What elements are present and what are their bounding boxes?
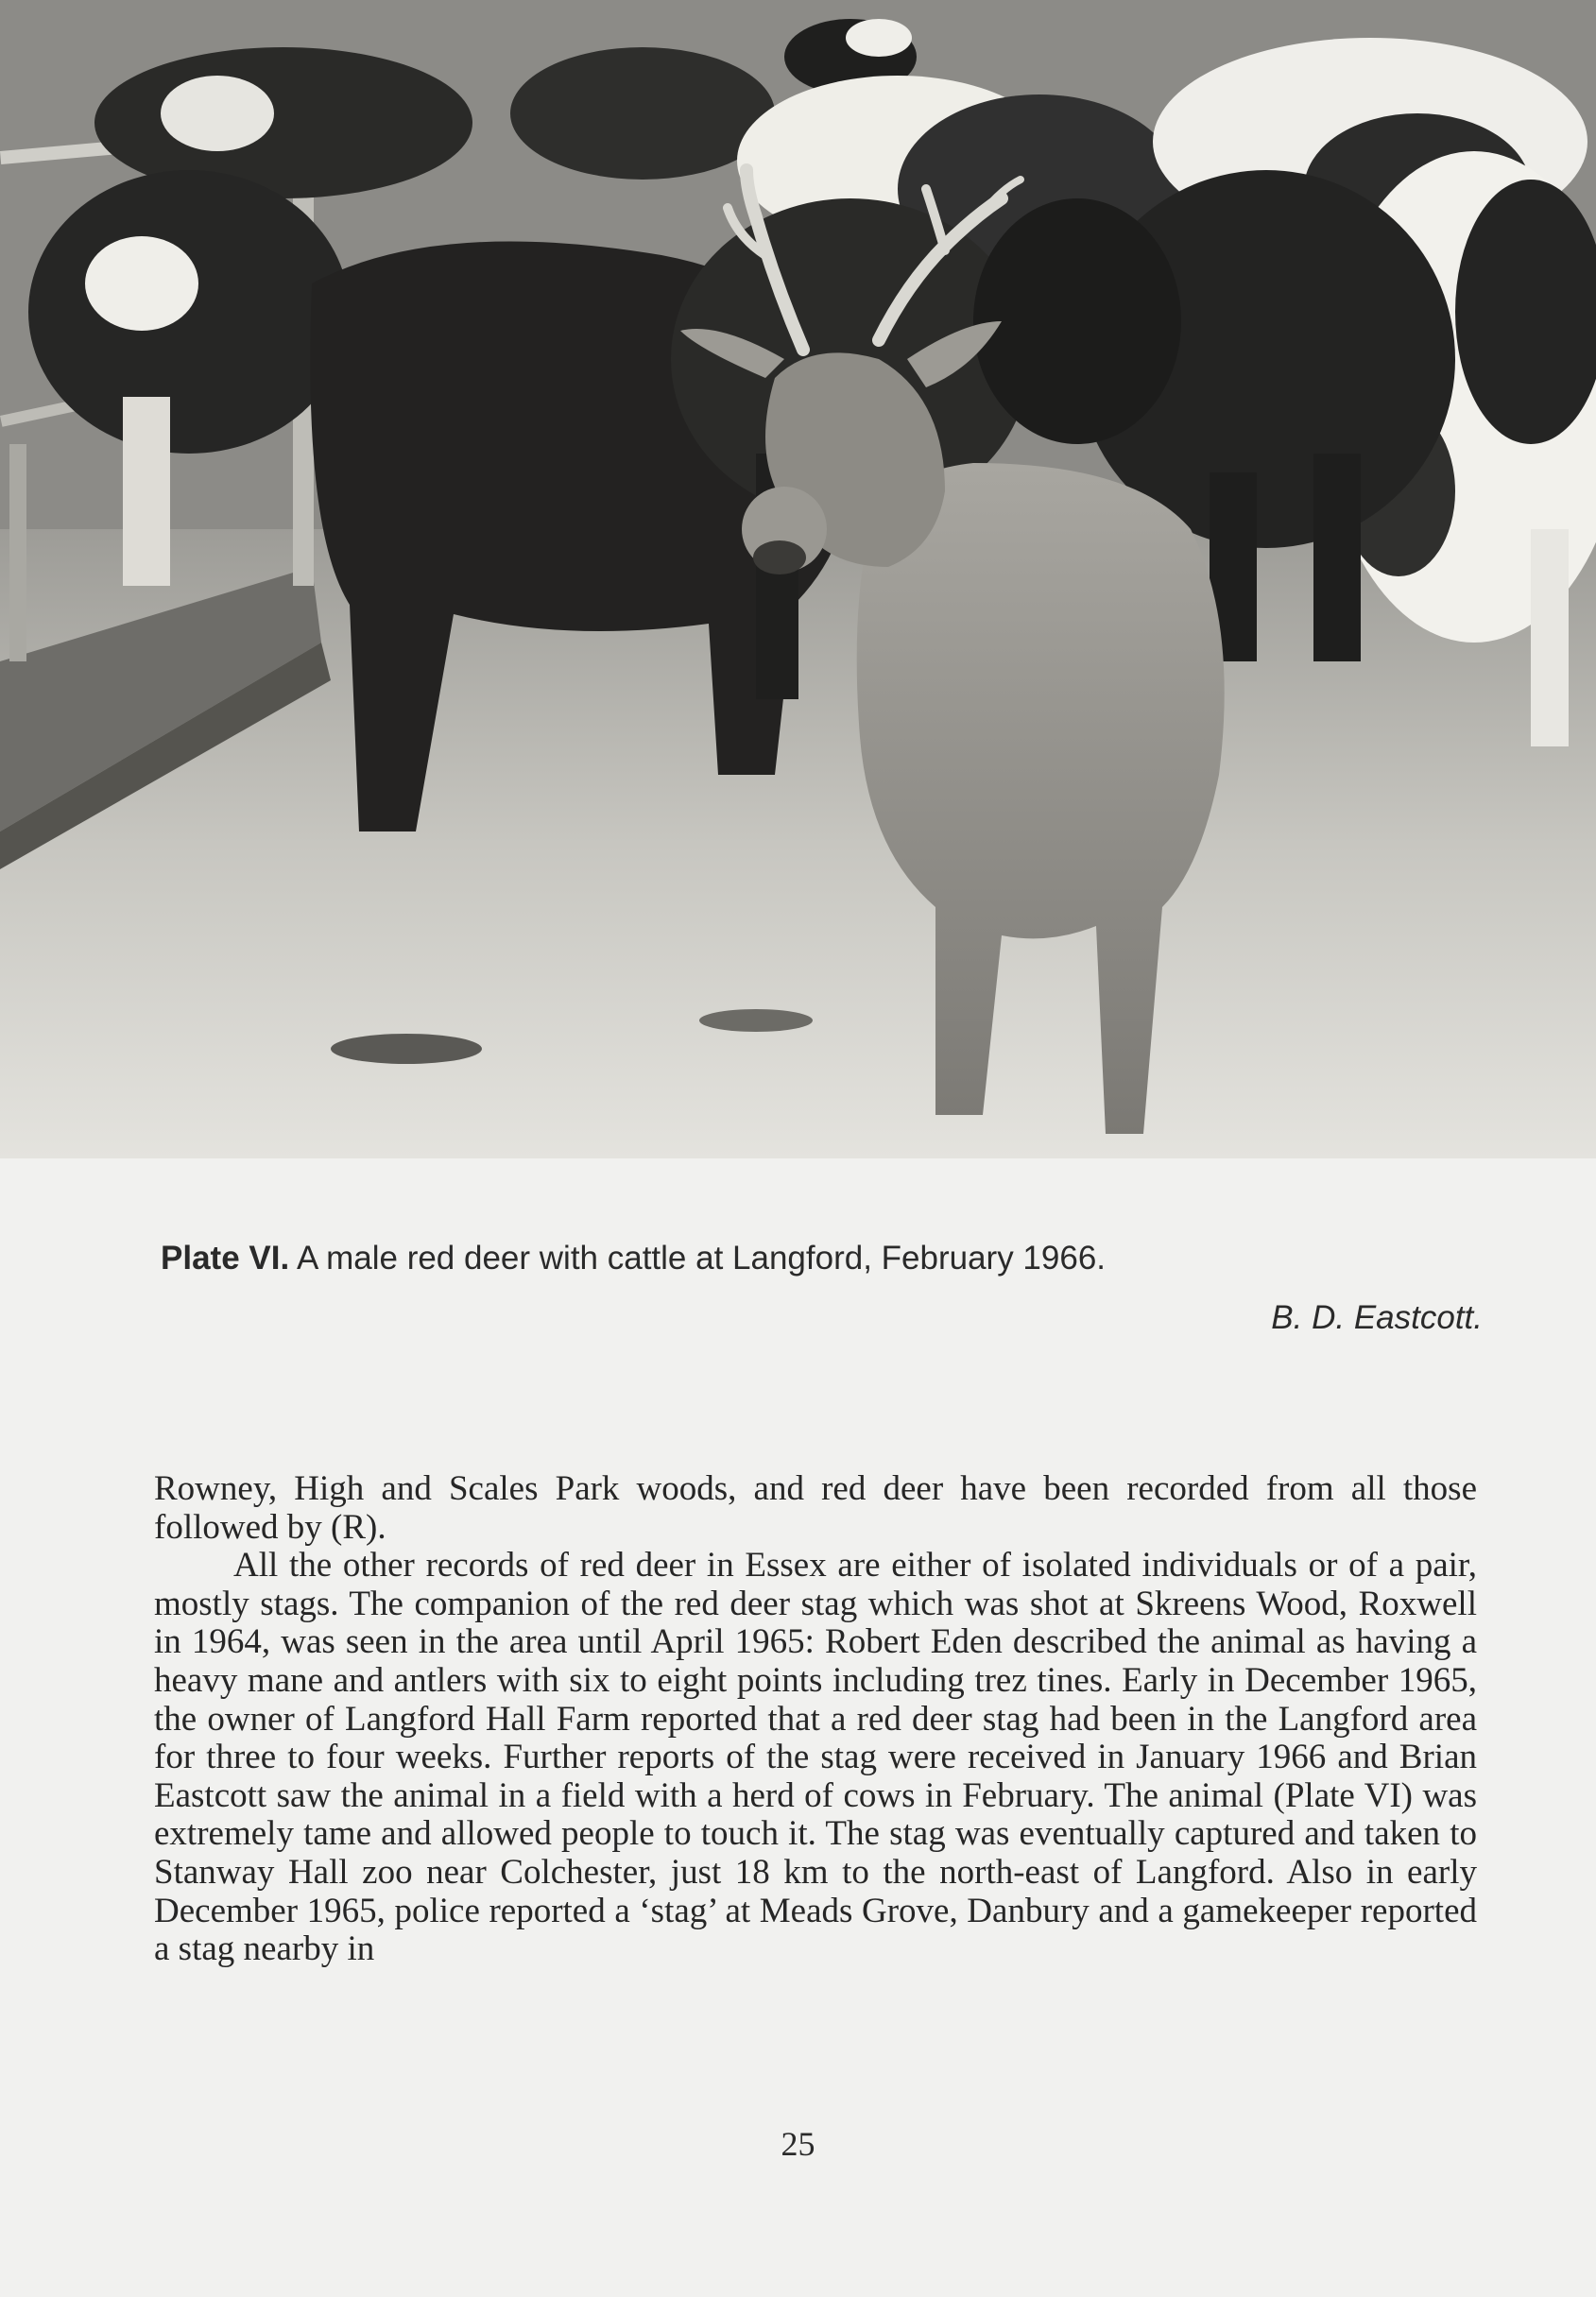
plate-caption-text: A male red deer with cattle at Langford, February 1966.	[289, 1240, 1107, 1277]
page-number: 25	[781, 2125, 815, 2163]
photo-credit: B. D. Eastcott.	[1271, 1299, 1483, 1336]
paragraph-2: All the other records of red deer in Essex are either of isolated individuals or of a pair, mostly stags. The companion of the red deer stag which was shot at Skreens Wood, Roxwell in 1964, was seen in the area until April 1965: Robert Eden described the animal as having a heavy mane and antlers with six to eight points including trez tines. Early in December 1965, the owner of Langford Hall Farm reported that a red deer stag had been in the Langford area for three to four weeks. Further reports of the stag were received in January 1966 and Brian Eastcott saw the animal in a field with a herd of cows in February. The animal (Plate VI) was extremely tame and allowed people to touch it. The stag was eventually captured and taken to Stanway Hall zoo near Colchester, just 18 km to the north-east of Langford. Also in early December 1965, police reported a ‘stag’ at Meads Grove, Danbury and a gamekeeper reported a stag nearby in	[154, 1546, 1477, 1969]
body-text	[154, 1470, 1477, 1969]
plate-label: Plate VI.	[161, 1240, 290, 1277]
paragraph-1: Rowney, High and Scales Park woods, and red deer have been recorded from all those followed by (R).	[154, 1469, 1477, 1547]
plate-caption	[161, 1238, 1474, 1279]
